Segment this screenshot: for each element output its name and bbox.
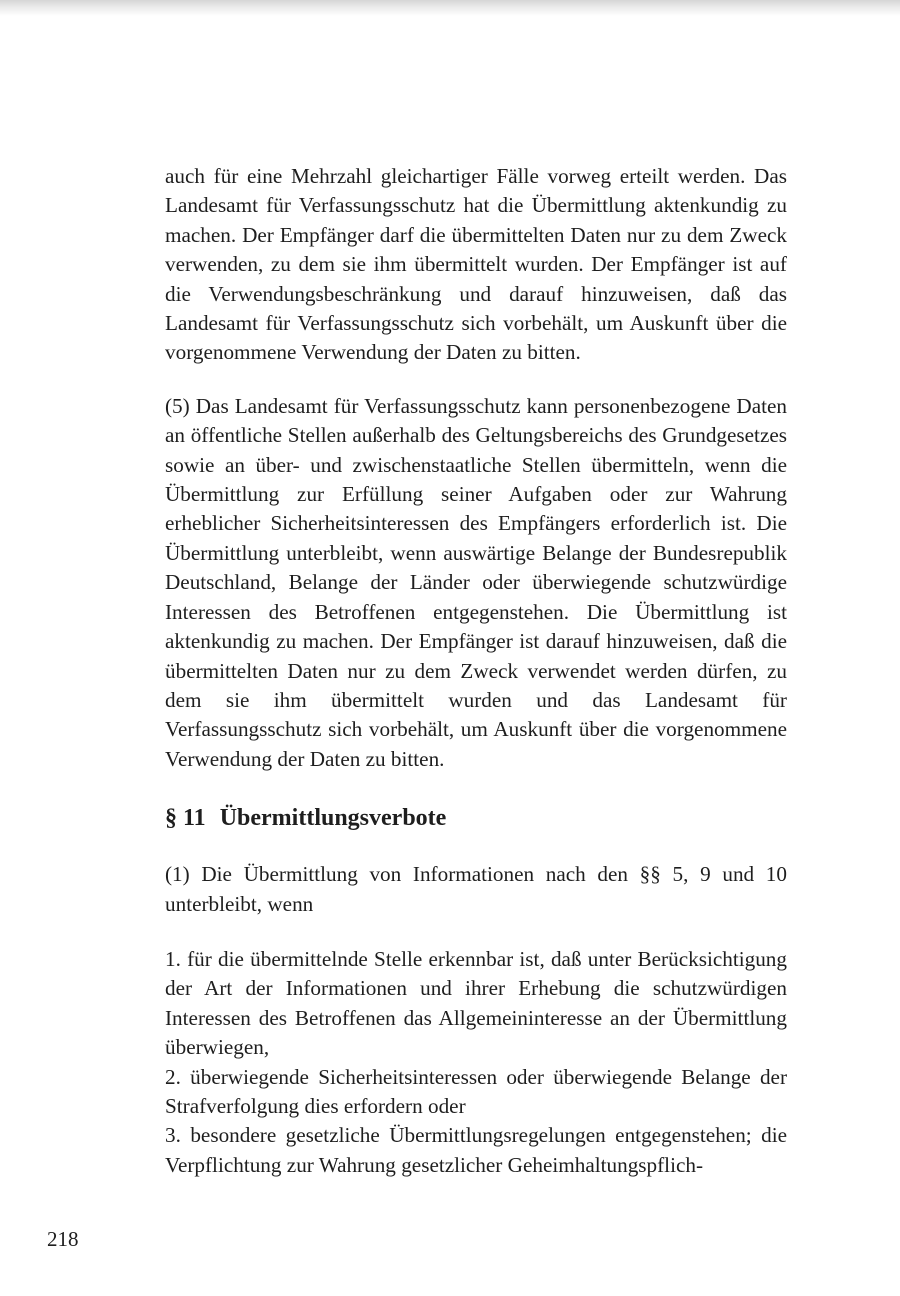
section-number: § 11 (165, 805, 206, 832)
page-body (165, 162, 787, 1180)
paragraph-5: (5) Das Landesamt für Verfassungsschutz kann personenbezogene Daten an öffentliche Stellen außerhalb des Geltungsbereichs des Grundgesetzes sowie an über- und zwischenstaatliche Stellen übermitteln, wenn die Übermittlung zur Erfüllung seiner Aufgaben oder zur Wahrung erheblicher Sicherheitsinteressen des Empfängers erforderlich ist. Die Übermittlung unterbleibt, wenn auswärtige Belange der Bundesrepublik Deutschland, Belange der Länder oder überwiegende schutzwürdige Interessen des Betroffenen entgegenstehen. Die Übermittlung ist aktenkundig zu machen. Der Empfänger ist darauf hinzuweisen, daß die übermittelten Daten nur zu dem Zweck verwendet werden dürfen, zu dem sie ihm übermittelt wurden und das Landesamt für Verfassungsschutz sich vorbehält, um Auskunft über die vorgenommene Verwendung der Daten zu bitten. (165, 393, 787, 771)
scan-top-shadow (0, 0, 900, 16)
section-heading (165, 802, 787, 834)
list-item: 1. für die übermittelnde Stelle erkennbar ist, daß unter Berücksichtigung der Art der Informationen und ihrer Erhebung die schutzwürdigen Interessen des Betroffenen das Allgemeininteresse an der Übermittlung überwiegen, (165, 946, 787, 1060)
list-item: 2. überwiegende Sicherheitsinteressen oder überwiegende Belange der Strafverfolgung dies erfordern oder (165, 1064, 787, 1118)
paragraph-1-intro: (1) Die Übermittlung von Informationen nach den §§ 5, 9 und 10 unterbleibt, wenn (165, 862, 787, 916)
paragraph-continuation: auch für eine Mehrzahl gleichartiger Fälle vorweg erteilt werden. Das Landesamt für Verfassungsschutz hat die Übermittlung aktenkundig zu machen. Der Empfänger darf die übermittelten Daten nur zu dem Zweck verwenden, zu dem sie ihm übermittelt wurden. Der Empfänger ist auf die Verwendungsbeschränkung und darauf hinzuweisen, daß das Landesamt für Verfassungsschutz sich vorbehält, um Auskunft über die vorgenommene Verwendung der Daten zu bitten. (165, 164, 787, 365)
section-title: Übermittlungsverbote (219, 805, 447, 832)
page-number: 218 (47, 1227, 79, 1251)
list-item: 3. besondere gesetzliche Übermittlungsregelungen entgegenstehen; die Verpflichtung zur Wahrung gesetzlicher Geheimhaltungspflich- (165, 1123, 787, 1177)
condition-list (165, 945, 787, 1180)
